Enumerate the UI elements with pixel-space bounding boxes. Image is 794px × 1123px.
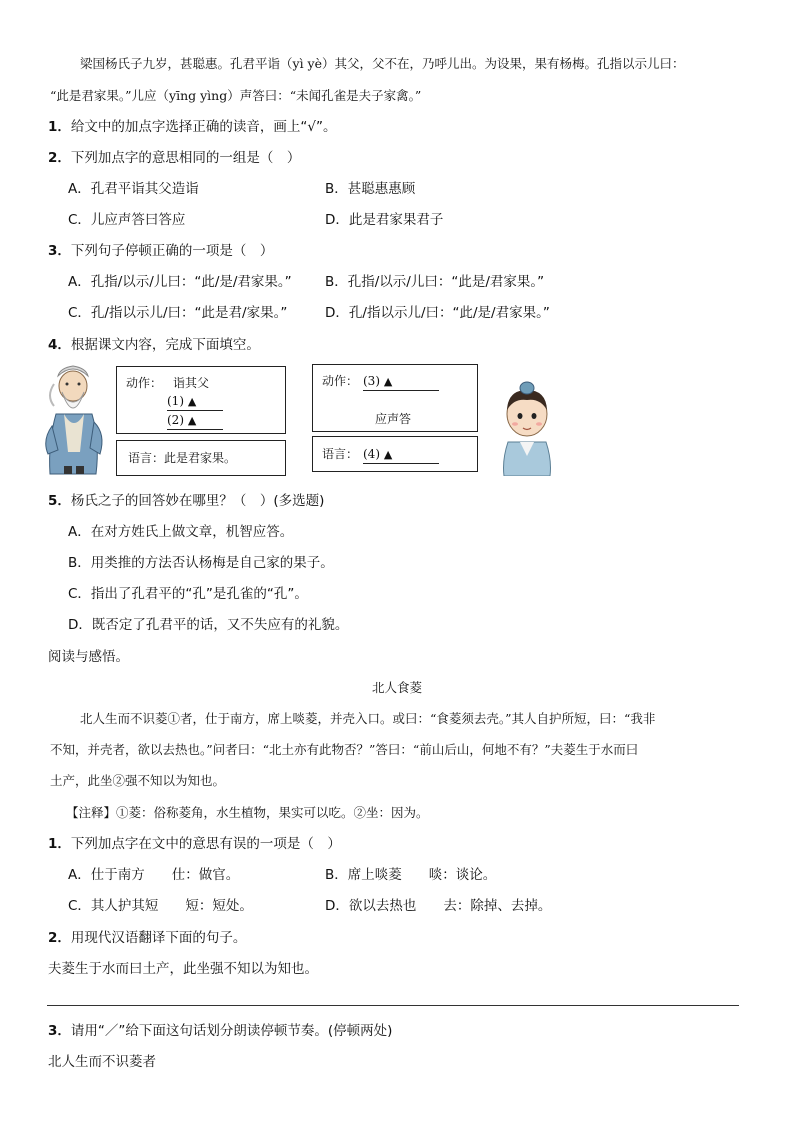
- passage-line-2: “此是君家果。”儿应（yīng yìng）声答曰：“未闻孔雀是夫子家禽。”: [50, 88, 422, 103]
- question-2: [48, 148, 300, 168]
- action-label: 动作：: [322, 374, 359, 388]
- old-man-action-box: [116, 366, 286, 434]
- action-value: 应声答: [375, 412, 412, 426]
- question-number: 4．: [48, 337, 71, 353]
- question-1: [48, 117, 337, 137]
- question-number: 5．: [48, 493, 71, 509]
- passage-line-1: 北人生而不识菱①者，仕于南方，席上啖菱，并壳入口。或曰：“食菱须去壳。”其人自护所短，曰：“我非: [80, 711, 656, 726]
- option-a[interactable]: A．孔指/以示/儿曰：“此/是/君家果。”: [68, 274, 292, 290]
- option-c[interactable]: C．其人护其短 短：短处。: [68, 898, 253, 914]
- option-b[interactable]: B．孔指/以示/儿曰：“此是/君家果。”: [325, 274, 545, 290]
- question-text: 下列加点字在文中的意思有误的一项是（ ）: [70, 836, 341, 852]
- question-3: [48, 1021, 392, 1041]
- option-a[interactable]: A．仕于南方 仕：做官。: [68, 867, 240, 883]
- option-b[interactable]: B．席上啖菱 啖：谈论。: [325, 867, 497, 883]
- blank-1[interactable]: (1) ▲: [167, 393, 223, 411]
- question-number: 3．: [48, 243, 71, 259]
- question-text: 下列句子停顿正确的一项是（ ）: [70, 243, 274, 259]
- child-action-box: [312, 364, 478, 432]
- question-3: [48, 241, 273, 261]
- child-illustration: [494, 380, 560, 476]
- option-c[interactable]: C．指出了孔君平的“孔”是孔雀的“孔”。: [68, 586, 308, 602]
- old-man-illustration: [42, 362, 108, 478]
- passage-title: 北人食菱: [371, 680, 422, 695]
- question-number: 2．: [48, 930, 71, 946]
- passage-line-2: 不知，并壳者，欲以去热也。”问者曰：“北土亦有此物否？”答曰：“前山后山，何地不有？”夫菱生于水而曰: [50, 742, 639, 757]
- passage-line-3: 土产，此坐②强不知以为知也。: [50, 773, 226, 788]
- option-d[interactable]: D．此是君家果君子: [325, 212, 444, 228]
- option-b[interactable]: B．甚聪惠惠顾: [325, 181, 416, 197]
- question-text: 杨氏之子的回答妙在哪里？（ ）(多选题): [70, 493, 325, 509]
- action-value: 诣其父: [173, 376, 210, 390]
- speech-value: 此是君家果。: [164, 451, 237, 465]
- annotation-note: 【注释】①菱：俗称菱角，水生植物，果实可以吃。②坐：因为。: [66, 805, 429, 820]
- question-5: [48, 491, 324, 511]
- triangle-marker-icon: ▲: [187, 395, 197, 408]
- option-d[interactable]: D．既否定了孔君平的话，又不失应有的礼貌。: [68, 617, 349, 633]
- option-c[interactable]: C．孔/指以示儿/曰：“此是君/家果。”: [68, 305, 288, 321]
- question-text: 下列加点字的意思相同的一组是（ ）: [70, 150, 301, 166]
- option-d[interactable]: D．欲以去热也 去：除掉、去掉。: [325, 898, 552, 914]
- triangle-marker-icon: ▲: [383, 375, 393, 388]
- question-number: 1．: [48, 119, 71, 135]
- option-a[interactable]: A．在对方姓氏上做文章，机智应答。: [68, 524, 294, 540]
- section-heading: 阅读与感悟。: [48, 649, 129, 665]
- blank-2[interactable]: (2) ▲: [167, 412, 223, 430]
- question-text: 请用“／”给下面这句话划分朗读停顿节奏。(停顿两处): [70, 1023, 393, 1039]
- child-speech-box: [312, 436, 478, 472]
- speech-label: 语言：: [322, 447, 359, 461]
- question-number: 2．: [48, 150, 71, 166]
- question-text: 给文中的加点字选择正确的读音，画上“√”。: [70, 119, 337, 135]
- blank-3[interactable]: (3) ▲: [363, 373, 439, 391]
- triangle-marker-icon: ▲: [383, 448, 393, 461]
- triangle-marker-icon: ▲: [187, 414, 197, 427]
- action-label: 动作：: [126, 376, 163, 390]
- passage-line-1: 梁国杨氏子九岁，甚聪惠。孔君平诣（yì yè）其父，父不在，乃呼儿出。为设果，果有杨梅。孔指以示儿曰：: [80, 56, 685, 71]
- option-d[interactable]: D．孔/指以示儿/曰：“此/是/君家果。”: [325, 305, 550, 321]
- question-text: 用现代汉语翻译下面的句子。: [70, 930, 247, 946]
- option-a[interactable]: A．孔君平诣其父造诣: [68, 181, 199, 197]
- question-number: 1．: [48, 836, 71, 852]
- question-number: 3．: [48, 1023, 71, 1039]
- pause-sentence[interactable]: 北人生而不识菱者: [48, 1054, 156, 1070]
- option-c[interactable]: C．儿应声答曰答应: [68, 212, 186, 228]
- question-1: [48, 834, 341, 854]
- translate-sentence: 夫菱生于水而曰土产，此坐强不知以为知也。: [48, 961, 318, 977]
- question-text: 根据课文内容，完成下面填空。: [70, 337, 260, 353]
- speech-label: 语言：: [128, 451, 165, 465]
- old-man-speech-box: [116, 440, 286, 476]
- answer-line[interactable]: [47, 1005, 739, 1006]
- option-b[interactable]: B．用类推的方法否认杨梅是自己家的果子。: [68, 555, 334, 571]
- question-2: [48, 928, 246, 948]
- question-4: [48, 335, 260, 355]
- blank-4[interactable]: (4) ▲: [363, 446, 439, 464]
